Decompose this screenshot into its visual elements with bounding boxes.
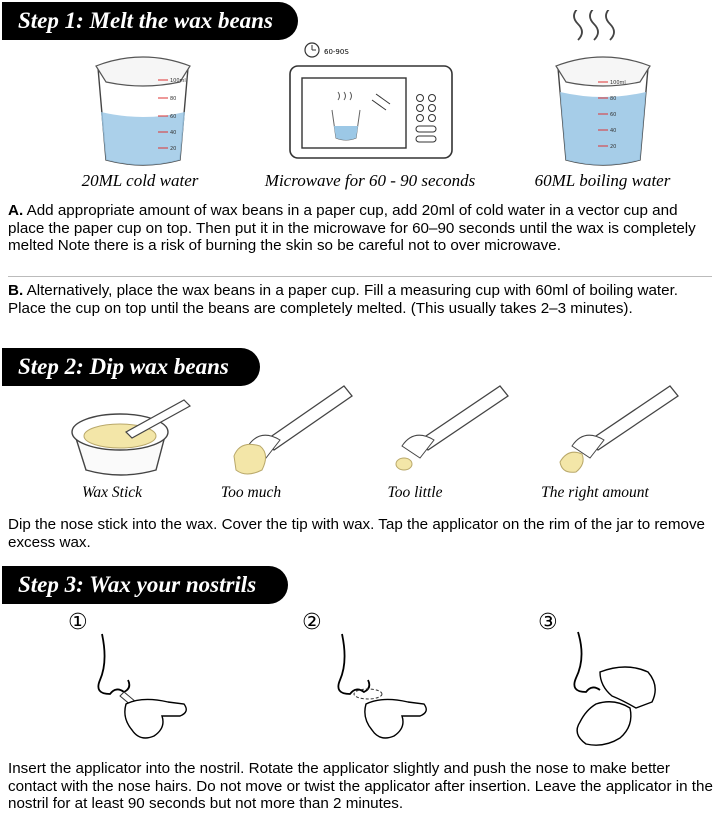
beaker-cold-water-illustration [88, 42, 198, 172]
wax-stick-cup-illustration [66, 392, 196, 482]
insert-step-illustration [92, 632, 212, 752]
step1-paragraph-a: A. Add appropriate amount of wax beans in a paper cup, add 20ml of cold water in a vector cup and place the paper cup on top. Then put it in the microwave for 60–90 seconds until the wax is completely melted Note there is a risk of burning the skin so be careful not to over microwave. [8, 202, 696, 254]
step-number-3: ③ [538, 610, 558, 635]
too-much-illustration [226, 380, 356, 480]
step1-banner: Step 1: Melt the wax beans [2, 2, 298, 40]
caption-too-little: Too little [387, 484, 443, 501]
step3-paragraph: Insert the applicator into the nostril. Rotate the applicator slightly and push the nose to make better contact with the nose hairs. Do not move or twist the applicator after insertion. Leave the applicator in the nostril for at least 90 seconds but not more than 2 minutes. [8, 760, 713, 812]
caption-too-much: Too much [220, 484, 282, 501]
cup2-mark-60: 60 [610, 112, 617, 118]
cup2-mark-100: 100ml [610, 80, 626, 86]
cup2-mark-40: 40 [610, 128, 617, 134]
caption-wax-stick: Wax Stick [81, 484, 143, 501]
cup2-mark-80: 80 [610, 96, 617, 102]
caption-boiling-water: 60ML boiling water [534, 171, 671, 190]
cup1-mark-60: 60 [170, 114, 177, 120]
cup1-mark-80: 80 [170, 96, 177, 102]
cup1-mark-100: 100ml [170, 78, 186, 84]
step-number-2: ② [302, 610, 322, 635]
step1-paragraph-b: B. Alternatively, place the wax beans in a paper cup. Fill a measuring cup with 60ml of boiling water. Place the cup on top until the beans are completely melted. (This usually takes 2–3 minutes). [8, 282, 679, 317]
step2-paragraph: Dip the nose stick into the wax. Cover the tip with wax. Tap the applicator on the rim of the jar to remove excess wax. [8, 516, 705, 551]
step2-banner: Step 2: Dip wax beans [2, 348, 260, 386]
cup2-mark-20: 20 [610, 144, 617, 150]
step-number-1: ① [68, 610, 88, 635]
timer-label: 60-90S [324, 48, 349, 56]
right-amount-illustration [546, 380, 686, 480]
caption-right-amount: The right amount [541, 484, 649, 501]
divider [8, 276, 712, 277]
too-little-illustration [376, 380, 516, 480]
cup1-mark-40: 40 [170, 130, 177, 136]
rotate-step-illustration [326, 632, 446, 752]
caption-cold-water: 20ML cold water [81, 171, 199, 190]
cup1-mark-20: 20 [170, 146, 177, 152]
caption-microwave: Microwave for 60 - 90 seconds [264, 171, 476, 190]
microwave-illustration [286, 38, 456, 163]
beaker-boiling-water-illustration [548, 10, 658, 172]
step3-banner: Step 3: Wax your nostrils [2, 566, 288, 604]
hold-step-illustration [556, 626, 686, 760]
